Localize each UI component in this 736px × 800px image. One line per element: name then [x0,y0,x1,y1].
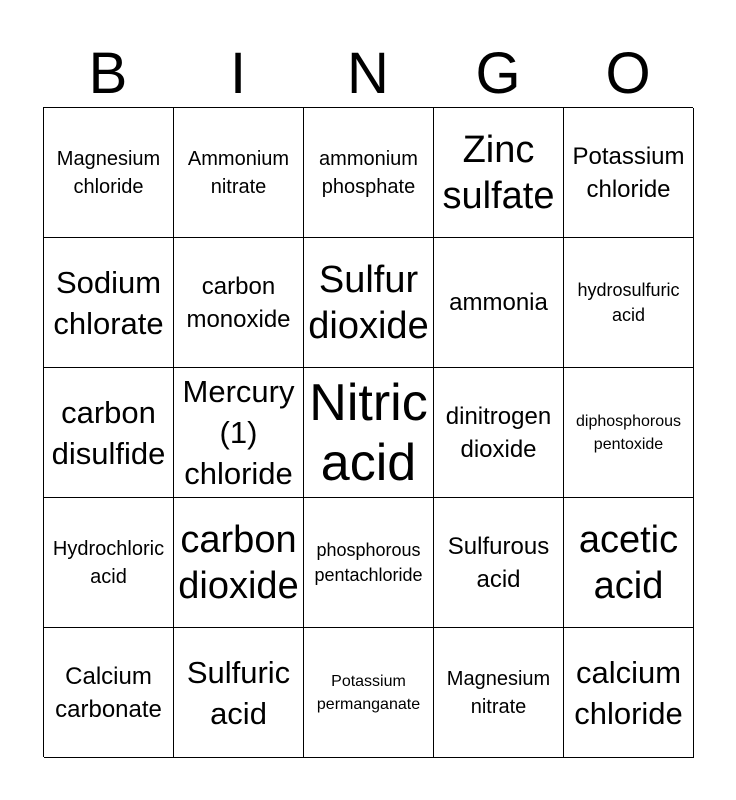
cell-label: carbon dioxide [178,518,299,607]
cell-label: Potassium chloride [572,142,685,203]
bingo-cell[interactable] [564,498,694,628]
cell-label: Zinc sulfate [442,128,555,217]
header-letter-i: I [229,41,247,106]
bingo-cell[interactable] [44,108,174,238]
bingo-cell[interactable] [304,498,434,628]
cell-label: Calcium carbonate [55,662,162,723]
bingo-cell[interactable] [174,238,304,368]
header-letter-g: G [475,41,521,106]
cell-label: Magnesium nitrate [446,667,551,718]
bingo-header [43,40,693,108]
bingo-cell[interactable] [304,238,434,368]
bingo-cell[interactable] [174,108,304,238]
bingo-cell[interactable] [44,498,174,628]
bingo-cell[interactable] [434,368,564,498]
cell-label: Magnesium chloride [56,147,161,198]
cell-label: Ammonium nitrate [187,147,290,198]
cell-label: Nitric acid [309,373,428,492]
bingo-cell[interactable] [564,628,694,758]
bingo-cell[interactable] [174,628,304,758]
bingo-cell[interactable] [304,368,434,498]
cell-label: carbon monoxide [186,272,291,333]
cell-label: calcium chloride [574,654,683,731]
bingo-cell[interactable] [564,368,694,498]
cell-label: Sulfurous acid [447,532,550,593]
cell-label: hydrosulfuric acid [577,279,680,325]
bingo-cell[interactable] [434,498,564,628]
bingo-cell[interactable] [434,238,564,368]
bingo-cell[interactable] [44,368,174,498]
cell-label: Sodium chlorate [53,264,164,341]
cell-label: ammonia [449,289,548,316]
bingo-cell[interactable] [564,108,694,238]
bingo-cell[interactable] [304,108,434,238]
bingo-cell[interactable] [174,498,304,628]
bingo-cell[interactable] [44,238,174,368]
cell-label: Sulfuric acid [186,654,291,731]
bingo-cell[interactable] [434,628,564,758]
cell-label: phosphorous pentachloride [314,539,423,585]
cell-label: carbon disulfide [51,394,166,471]
cell-label: Sulfur dioxide [308,258,429,347]
bingo-cell[interactable] [44,628,174,758]
bingo-board [43,107,693,757]
cell-label: diphosphorous pentoxide [576,412,681,453]
cell-label: acetic acid [578,518,679,607]
header-letter-o: O [605,41,651,106]
bingo-cell[interactable] [564,238,694,368]
cell-label: Hydrochloric acid [52,537,165,588]
cell-label: ammonium phosphate [319,147,418,198]
cell-label: Mercury (1) chloride [182,374,295,491]
header-letter-n: N [347,41,389,106]
bingo-cell[interactable] [174,368,304,498]
bingo-cell[interactable] [304,628,434,758]
bingo-cell[interactable] [434,108,564,238]
cell-label: dinitrogen dioxide [445,402,552,463]
header-letter-b: B [88,41,128,106]
cell-label: Potassium permanganate [316,672,421,713]
